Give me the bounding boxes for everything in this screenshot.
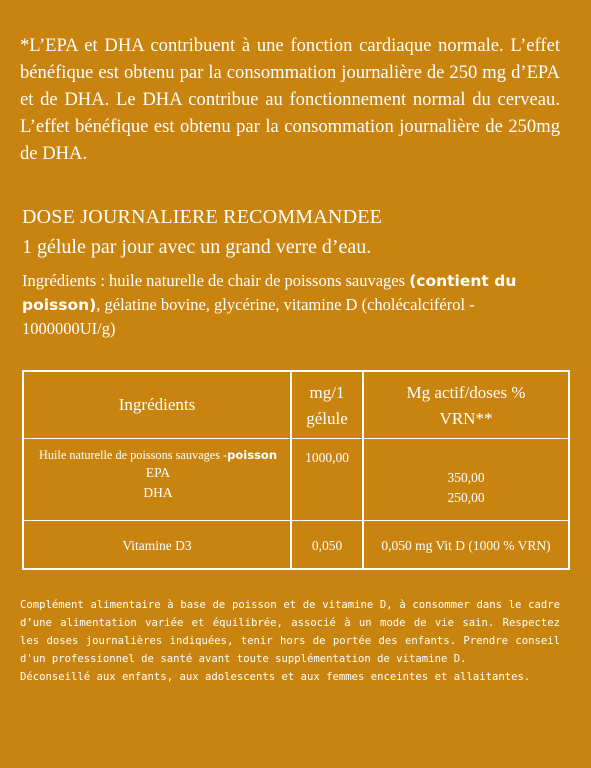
- row1-per-capsule: 1000,00: [305, 450, 349, 465]
- ingredients-prefix: Ingrédients : huile naturelle de chair de poissons sauvages: [22, 271, 410, 290]
- health-claims-text: *L’EPA et DHA contribuent à une fonction cardiaque normale. L’effet bénéfique est obtenu par la consommation journalière de 250 mg d’EPA et de DHA. Le DHA contribue au fonctionnement normal du cerveau. L’effet bénéfique est obtenu par la consommation journalière de 250mg de DHA.: [20, 35, 560, 164]
- ingredients-allergen: (contient du poisson): [22, 272, 517, 314]
- row1-epa: EPA: [145, 465, 171, 480]
- row1-active: [364, 468, 568, 508]
- dose-instruction: 1 gélule par jour avec un grand verre d’eau.: [22, 236, 372, 258]
- footer-paragraph-2: Déconseillé aux enfants, aux adolescents et aux femmes enceintes et allaitantes.: [20, 671, 531, 683]
- header-ingredients: Ingrédients: [118, 395, 196, 414]
- table-divider: [24, 520, 568, 521]
- row1-epa-value: 350,00: [447, 470, 485, 485]
- row1-ingredient: [26, 448, 290, 503]
- row2-active: 0,050 mg Vit D (1000 % VRN): [381, 538, 551, 553]
- nutrition-table: [22, 370, 570, 570]
- row1-dha: DHA: [143, 485, 173, 500]
- header-active: [364, 380, 568, 432]
- header-active-line1: Mg actif/doses %: [406, 383, 526, 402]
- row2-per-capsule: 0,050: [311, 538, 343, 553]
- header-per-capsule: [292, 380, 362, 432]
- row1-name: Huile naturelle de poissons sauvages -: [38, 448, 228, 462]
- header-per-capsule-line1: mg/1: [309, 383, 345, 402]
- footer-paragraph-1: Complément alimentaire à base de poisson et de vitamine D, à consommer dans le cadre d’une alimentation variée et équilibrée, associé à un mode de vie sain. Respectez les doses journalières indiquées, tenir hors de portée des enfants. Prendre conseil d'un professionnel de santé avant toute supplémentation de vitamine D.: [20, 599, 560, 665]
- header-active-line2: VRN**: [439, 409, 493, 428]
- footer-notice: [20, 596, 560, 686]
- row1-dha-value: 250,00: [447, 490, 485, 505]
- dose-title: DOSE JOURNALIERE RECOMMANDEE: [22, 206, 383, 228]
- row2-ingredient: Vitamine D3: [122, 538, 192, 553]
- ingredients-list: [22, 269, 570, 341]
- row1-name-line: [26, 448, 290, 463]
- row1-name-bold: poisson: [227, 448, 278, 462]
- table-divider: [24, 438, 568, 439]
- ingredients-suffix: , gélatine bovine, glycérine, vitamine D (cholécalciférol - 1000000UI/g): [22, 295, 475, 338]
- header-per-capsule-line2: gélule: [306, 409, 348, 428]
